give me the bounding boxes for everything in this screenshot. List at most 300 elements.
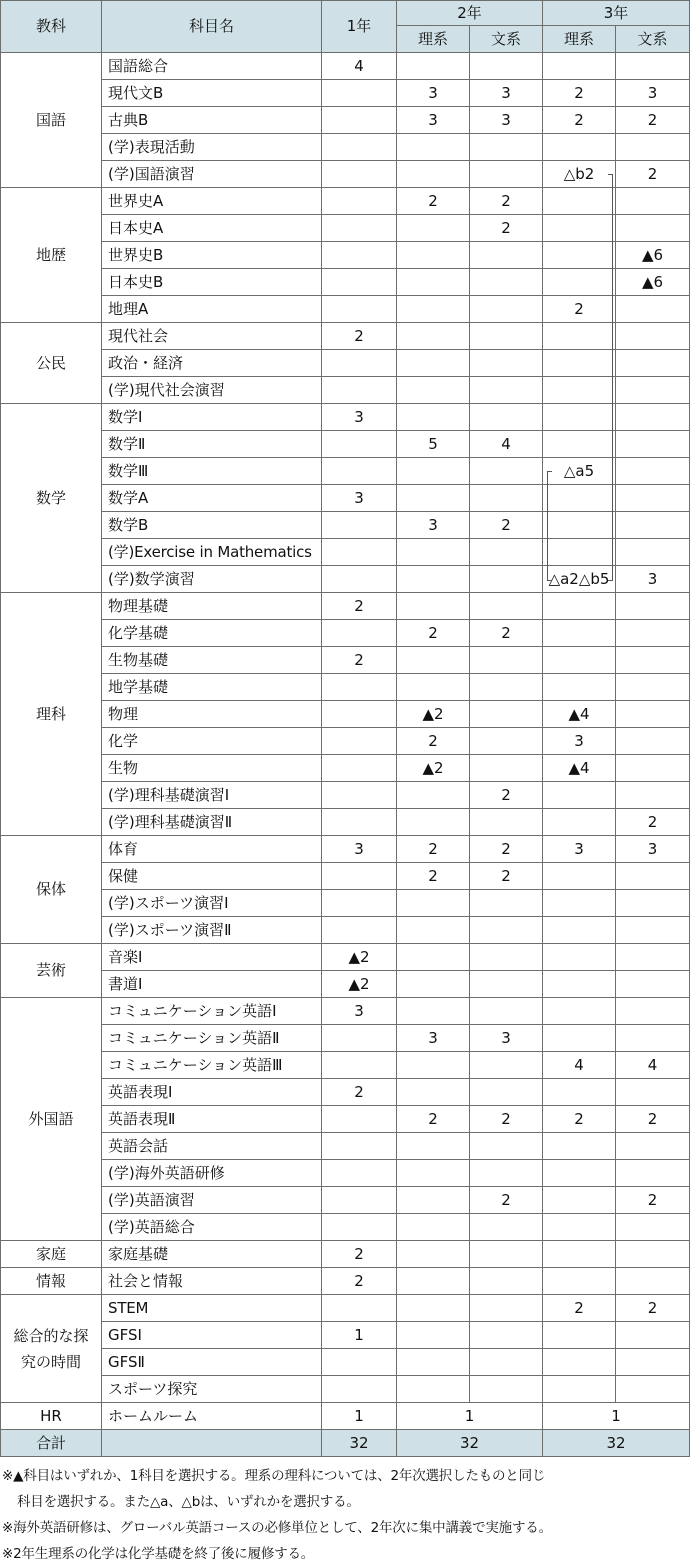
credit-cell xyxy=(397,1052,470,1079)
credit-cell xyxy=(470,539,543,566)
credit-cell xyxy=(397,215,470,242)
credit-cell xyxy=(470,593,543,620)
total-label: 合計 xyxy=(1,1430,102,1457)
header-category: 教科 xyxy=(1,1,102,53)
credit-cell xyxy=(322,80,397,107)
credit-cell xyxy=(322,1376,397,1403)
credit-cell xyxy=(616,323,690,350)
credit-cell xyxy=(616,350,690,377)
hr-row xyxy=(1,1403,690,1430)
category-cell: 総合的な探究の時間 xyxy=(1,1295,102,1403)
credit-cell xyxy=(543,674,616,701)
credit-cell xyxy=(543,1268,616,1295)
table-row xyxy=(1,485,690,512)
table-body xyxy=(1,53,690,1457)
credit-cell xyxy=(470,134,543,161)
table-row xyxy=(1,674,690,701)
credit-cell xyxy=(543,620,616,647)
table-row xyxy=(1,107,690,134)
credit-cell xyxy=(322,431,397,458)
credit-cell: 2 xyxy=(470,512,543,539)
credit-cell xyxy=(616,431,690,458)
hr-year3: 1 xyxy=(543,1403,690,1430)
credit-cell xyxy=(543,593,616,620)
credit-cell xyxy=(470,1079,543,1106)
subject-cell: 数学Ⅲ xyxy=(102,458,322,485)
subject-cell: 政治・経済 xyxy=(102,350,322,377)
credit-cell: 4 xyxy=(322,53,397,80)
credit-cell xyxy=(397,782,470,809)
credit-cell xyxy=(616,674,690,701)
credit-cell xyxy=(616,1241,690,1268)
credit-cell xyxy=(322,782,397,809)
credit-cell xyxy=(322,269,397,296)
total-year3: 32 xyxy=(543,1430,690,1457)
credit-cell: 2 xyxy=(322,1241,397,1268)
credit-cell xyxy=(322,539,397,566)
credit-cell xyxy=(470,296,543,323)
credit-cell xyxy=(543,917,616,944)
credit-cell xyxy=(322,161,397,188)
subject-cell: コミュニケーション英語Ⅲ xyxy=(102,1052,322,1079)
credit-cell xyxy=(397,998,470,1025)
table-row xyxy=(1,647,690,674)
credit-cell: △a2△b5 xyxy=(543,566,616,593)
subject-cell: (学)スポーツ演習Ⅱ xyxy=(102,917,322,944)
table-row xyxy=(1,890,690,917)
credit-cell xyxy=(397,1241,470,1268)
subject-cell: 数学A xyxy=(102,485,322,512)
table-row xyxy=(1,1025,690,1052)
credit-cell: 3 xyxy=(322,836,397,863)
subject-cell: コミュニケーション英語Ⅱ xyxy=(102,1025,322,1052)
table-row xyxy=(1,512,690,539)
credit-cell xyxy=(543,269,616,296)
credit-cell xyxy=(543,188,616,215)
credit-cell xyxy=(543,1349,616,1376)
credit-cell xyxy=(322,1025,397,1052)
credit-cell xyxy=(543,53,616,80)
credit-cell xyxy=(543,809,616,836)
credit-cell: 2 xyxy=(543,107,616,134)
credit-cell xyxy=(543,512,616,539)
category-cell: 公民 xyxy=(1,323,102,404)
subject-cell: (学)英語総合 xyxy=(102,1214,322,1241)
table-row xyxy=(1,431,690,458)
credit-cell xyxy=(470,701,543,728)
credit-cell xyxy=(397,1160,470,1187)
credit-cell: 2 xyxy=(470,1187,543,1214)
credit-cell xyxy=(470,998,543,1025)
table-row xyxy=(1,1241,690,1268)
subject-cell: 日本史B xyxy=(102,269,322,296)
credit-cell xyxy=(616,188,690,215)
hr-subject: ホームルーム xyxy=(102,1403,322,1430)
subject-cell: (学)英語演習 xyxy=(102,1187,322,1214)
credit-cell xyxy=(543,782,616,809)
total-row xyxy=(1,1430,690,1457)
credit-cell xyxy=(397,944,470,971)
credit-cell xyxy=(470,53,543,80)
hr-year1: 1 xyxy=(322,1403,397,1430)
note-line: ※2年生理系の化学は化学基礎を終了後に履修する。 xyxy=(2,1546,315,1562)
credit-cell xyxy=(470,377,543,404)
credit-cell: 2 xyxy=(322,647,397,674)
subject-cell: (学)国語演習 xyxy=(102,161,322,188)
credit-cell: 2 xyxy=(397,836,470,863)
credit-cell: 2 xyxy=(470,863,543,890)
credit-cell xyxy=(470,566,543,593)
table-row xyxy=(1,1052,690,1079)
subject-cell: コミュニケーション英語Ⅰ xyxy=(102,998,322,1025)
table-row xyxy=(1,1295,690,1322)
credit-cell xyxy=(616,485,690,512)
credit-cell xyxy=(397,1349,470,1376)
subject-cell: 物理 xyxy=(102,701,322,728)
table-row xyxy=(1,1322,690,1349)
header-year2-humanities: 文系 xyxy=(470,26,543,53)
subject-cell: (学)現代社会演習 xyxy=(102,377,322,404)
credit-cell xyxy=(397,917,470,944)
table-row xyxy=(1,1079,690,1106)
table-row xyxy=(1,620,690,647)
credit-cell xyxy=(322,863,397,890)
credit-cell xyxy=(322,242,397,269)
subject-cell: 英語会話 xyxy=(102,1133,322,1160)
credit-cell xyxy=(616,1322,690,1349)
credit-cell: 2 xyxy=(397,620,470,647)
table-row xyxy=(1,323,690,350)
credit-cell: 1 xyxy=(322,1322,397,1349)
credit-cell xyxy=(322,890,397,917)
credit-cell xyxy=(616,782,690,809)
credit-cell xyxy=(470,1241,543,1268)
credit-cell: 2 xyxy=(470,620,543,647)
subject-cell: 現代社会 xyxy=(102,323,322,350)
table-row xyxy=(1,296,690,323)
subject-cell: 書道Ⅰ xyxy=(102,971,322,998)
credit-cell: 2 xyxy=(470,188,543,215)
category-cell: 国語 xyxy=(1,53,102,188)
table-row xyxy=(1,161,690,188)
header-year2-science: 理系 xyxy=(397,26,470,53)
credit-cell xyxy=(616,620,690,647)
table-row xyxy=(1,1376,690,1403)
credit-cell: 2 xyxy=(397,188,470,215)
credit-cell xyxy=(397,1295,470,1322)
credit-cell xyxy=(616,134,690,161)
header-year2: 2年 xyxy=(397,1,543,26)
table-row xyxy=(1,836,690,863)
credit-cell xyxy=(397,647,470,674)
credit-cell: ▲2 xyxy=(322,971,397,998)
credit-cell xyxy=(322,809,397,836)
credit-cell xyxy=(470,1322,543,1349)
credit-cell: 3 xyxy=(322,998,397,1025)
subject-cell: スポーツ探究 xyxy=(102,1376,322,1403)
subject-cell: 英語表現Ⅱ xyxy=(102,1106,322,1133)
subject-cell: 世界史B xyxy=(102,242,322,269)
credit-cell xyxy=(470,1376,543,1403)
credit-cell xyxy=(470,1268,543,1295)
credit-cell xyxy=(397,296,470,323)
table-row xyxy=(1,188,690,215)
table-row xyxy=(1,701,690,728)
table-row xyxy=(1,782,690,809)
subject-cell: (学)スポーツ演習Ⅰ xyxy=(102,890,322,917)
category-cell: 保体 xyxy=(1,836,102,944)
table-row xyxy=(1,728,690,755)
table-row xyxy=(1,242,690,269)
table-row xyxy=(1,215,690,242)
credit-cell xyxy=(543,377,616,404)
credit-cell xyxy=(470,971,543,998)
subject-cell: 数学B xyxy=(102,512,322,539)
credit-cell: 2 xyxy=(322,593,397,620)
credit-cell xyxy=(616,1133,690,1160)
table-row xyxy=(1,917,690,944)
credit-cell: ▲6 xyxy=(616,242,690,269)
table-row xyxy=(1,53,690,80)
credit-cell: 2 xyxy=(322,1079,397,1106)
credit-cell xyxy=(397,890,470,917)
credit-cell xyxy=(322,1106,397,1133)
subject-cell: 英語表現Ⅰ xyxy=(102,1079,322,1106)
subject-cell: GFSⅡ xyxy=(102,1349,322,1376)
credit-cell xyxy=(397,809,470,836)
credit-cell xyxy=(470,1295,543,1322)
credit-cell xyxy=(543,323,616,350)
table-row xyxy=(1,1160,690,1187)
credit-cell: ▲2 xyxy=(397,755,470,782)
credit-cell: 4 xyxy=(470,431,543,458)
credit-cell: 3 xyxy=(543,836,616,863)
subject-cell: 国語総合 xyxy=(102,53,322,80)
credit-cell xyxy=(397,242,470,269)
credit-cell: 2 xyxy=(616,1187,690,1214)
credit-cell: 3 xyxy=(616,80,690,107)
credit-cell xyxy=(616,404,690,431)
table-row xyxy=(1,566,690,593)
header-subject: 科目名 xyxy=(102,1,322,53)
credit-cell xyxy=(397,539,470,566)
credit-cell xyxy=(397,323,470,350)
credit-cell xyxy=(470,1133,543,1160)
credit-cell xyxy=(543,1160,616,1187)
credit-cell: 3 xyxy=(397,80,470,107)
table-row xyxy=(1,971,690,998)
credit-cell: 2 xyxy=(397,1106,470,1133)
table-row xyxy=(1,1349,690,1376)
credit-cell xyxy=(322,917,397,944)
credit-cell: 3 xyxy=(616,836,690,863)
credit-cell xyxy=(616,1349,690,1376)
category-cell: 数学 xyxy=(1,404,102,593)
credit-cell xyxy=(543,539,616,566)
credit-cell xyxy=(397,377,470,404)
credit-cell xyxy=(616,593,690,620)
credit-cell xyxy=(397,1187,470,1214)
table-row xyxy=(1,944,690,971)
table-row xyxy=(1,1133,690,1160)
credit-cell: 3 xyxy=(322,485,397,512)
credit-cell xyxy=(397,269,470,296)
credit-cell xyxy=(397,674,470,701)
credit-cell xyxy=(470,1052,543,1079)
credit-cell: 3 xyxy=(470,1025,543,1052)
subject-cell: (学)Exercise in Mathematics xyxy=(102,539,322,566)
credit-cell xyxy=(397,971,470,998)
credit-cell xyxy=(616,53,690,80)
credit-cell xyxy=(322,1295,397,1322)
table-row xyxy=(1,863,690,890)
credit-cell xyxy=(322,1052,397,1079)
table-row xyxy=(1,458,690,485)
credit-cell xyxy=(397,134,470,161)
note-line: 科目を選択する。また△a、△bは、いずれかを選択する。 xyxy=(17,1494,360,1510)
credit-cell xyxy=(470,1349,543,1376)
credit-cell xyxy=(322,107,397,134)
credit-cell xyxy=(616,863,690,890)
credit-cell xyxy=(543,1322,616,1349)
credit-cell: 3 xyxy=(397,512,470,539)
header-year1: 1年 xyxy=(322,1,397,53)
credit-cell: ▲4 xyxy=(543,701,616,728)
subject-cell: 世界史A xyxy=(102,188,322,215)
credit-cell: 2 xyxy=(397,728,470,755)
credit-cell xyxy=(543,1187,616,1214)
subject-cell: 化学 xyxy=(102,728,322,755)
credit-cell xyxy=(543,485,616,512)
subject-cell: 生物 xyxy=(102,755,322,782)
table-row xyxy=(1,998,690,1025)
table-row xyxy=(1,1187,690,1214)
credit-cell xyxy=(322,728,397,755)
credit-cell xyxy=(470,458,543,485)
credit-cell xyxy=(322,755,397,782)
credit-cell xyxy=(470,404,543,431)
credit-cell xyxy=(397,485,470,512)
credit-cell xyxy=(397,566,470,593)
credit-cell xyxy=(322,458,397,485)
credit-cell xyxy=(543,1025,616,1052)
credit-cell: 3 xyxy=(322,404,397,431)
credit-cell xyxy=(543,1241,616,1268)
credit-cell xyxy=(543,242,616,269)
table-row xyxy=(1,755,690,782)
table-row xyxy=(1,134,690,161)
credit-cell: ▲2 xyxy=(397,701,470,728)
credit-cell: 2 xyxy=(470,782,543,809)
credit-cell xyxy=(322,566,397,593)
credit-cell xyxy=(470,1160,543,1187)
credit-cell xyxy=(470,485,543,512)
table-row xyxy=(1,1268,690,1295)
credit-cell: 2 xyxy=(616,107,690,134)
hr-category: HR xyxy=(1,1403,102,1430)
credit-cell xyxy=(322,620,397,647)
subject-cell: 体育 xyxy=(102,836,322,863)
credit-cell xyxy=(543,1079,616,1106)
table-row xyxy=(1,269,690,296)
credit-cell xyxy=(616,1268,690,1295)
credit-cell xyxy=(470,728,543,755)
credit-cell: 5 xyxy=(397,431,470,458)
credit-cell xyxy=(322,1133,397,1160)
credit-cell xyxy=(397,1214,470,1241)
credit-cell xyxy=(543,404,616,431)
credit-cell: 3 xyxy=(543,728,616,755)
subject-cell: 社会と情報 xyxy=(102,1268,322,1295)
table-row xyxy=(1,1214,690,1241)
credit-cell: 2 xyxy=(322,1268,397,1295)
credit-cell xyxy=(616,1376,690,1403)
credit-cell: 2 xyxy=(616,1295,690,1322)
subject-cell: 古典B xyxy=(102,107,322,134)
credit-cell xyxy=(322,1214,397,1241)
credit-cell: ▲4 xyxy=(543,755,616,782)
credit-cell xyxy=(470,242,543,269)
credit-cell xyxy=(322,377,397,404)
credit-cell xyxy=(322,1349,397,1376)
credit-cell xyxy=(322,188,397,215)
table-row xyxy=(1,539,690,566)
credit-cell xyxy=(616,1214,690,1241)
credit-cell xyxy=(470,1214,543,1241)
category-cell: 芸術 xyxy=(1,944,102,998)
credit-cell xyxy=(397,404,470,431)
subject-cell: 物理基礎 xyxy=(102,593,322,620)
credit-cell xyxy=(616,917,690,944)
subject-cell: STEM xyxy=(102,1295,322,1322)
subject-cell: (学)表現活動 xyxy=(102,134,322,161)
credit-cell xyxy=(397,1079,470,1106)
credit-cell xyxy=(543,1214,616,1241)
credit-cell xyxy=(322,134,397,161)
header-year3: 3年 xyxy=(543,1,690,26)
credit-cell xyxy=(616,998,690,1025)
credit-cell xyxy=(543,863,616,890)
credit-cell: 2 xyxy=(543,80,616,107)
credit-cell xyxy=(470,647,543,674)
subject-cell: 地学基礎 xyxy=(102,674,322,701)
credit-cell xyxy=(616,890,690,917)
credit-cell xyxy=(543,215,616,242)
credit-cell xyxy=(397,350,470,377)
credit-cell xyxy=(616,755,690,782)
credit-cell xyxy=(543,944,616,971)
credit-cell xyxy=(397,1376,470,1403)
credit-cell: 2 xyxy=(616,1106,690,1133)
credit-cell: 2 xyxy=(616,809,690,836)
credit-cell xyxy=(543,890,616,917)
credit-cell xyxy=(470,917,543,944)
credit-cell: 2 xyxy=(543,296,616,323)
credit-cell xyxy=(616,377,690,404)
subject-cell: 数学Ⅱ xyxy=(102,431,322,458)
credit-cell xyxy=(397,161,470,188)
credit-cell: ▲6 xyxy=(616,269,690,296)
credit-cell: 4 xyxy=(616,1052,690,1079)
credit-cell: 4 xyxy=(543,1052,616,1079)
credit-cell: 3 xyxy=(397,107,470,134)
credit-cell: 2 xyxy=(322,323,397,350)
credit-cell: 2 xyxy=(470,836,543,863)
credit-cell: 2 xyxy=(543,1106,616,1133)
credit-cell: 3 xyxy=(616,566,690,593)
credit-cell: 2 xyxy=(543,1295,616,1322)
credit-cell xyxy=(470,161,543,188)
